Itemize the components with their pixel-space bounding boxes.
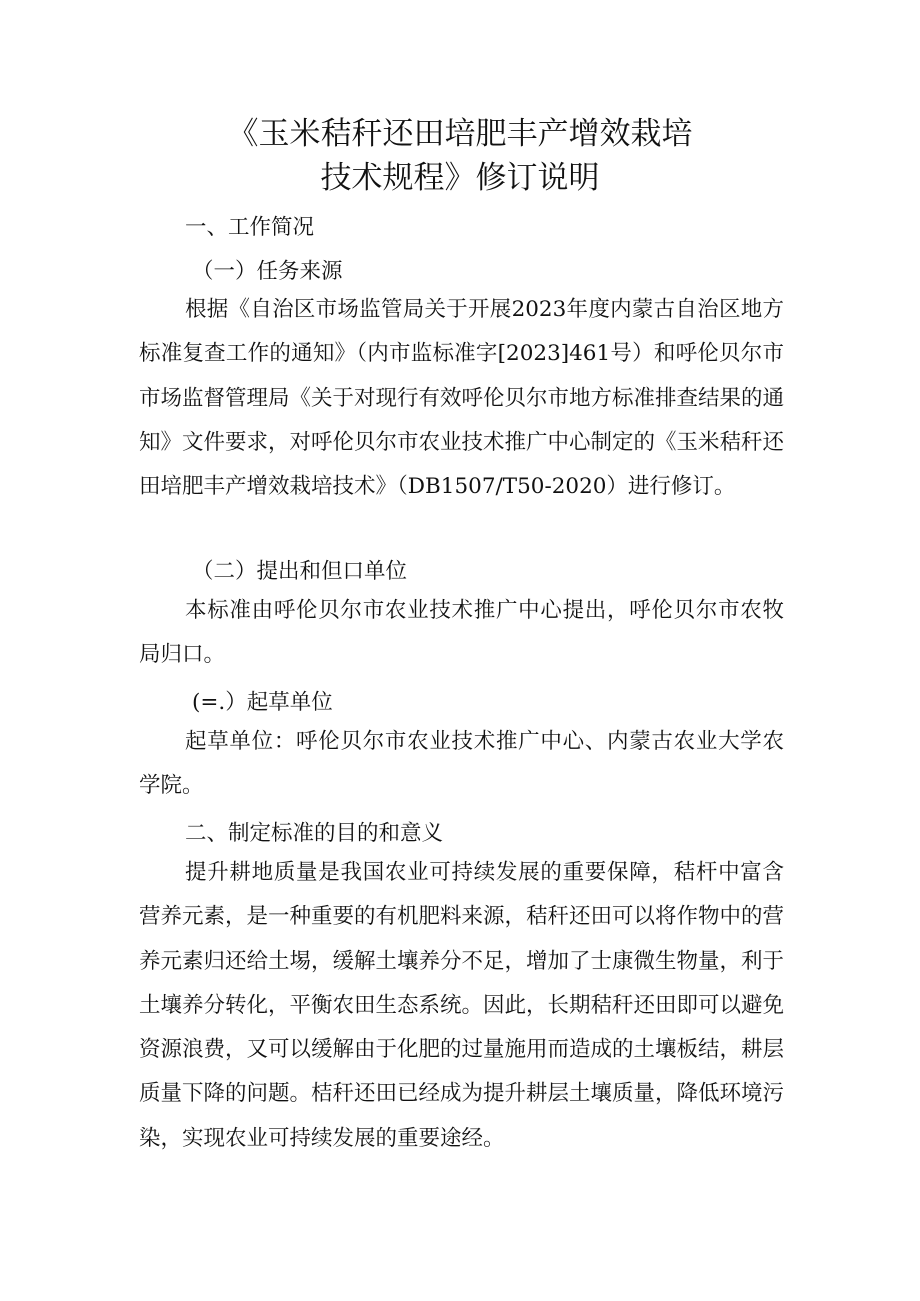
document-title-line-1: 《玉米秸秆还田培肥丰产增效栽培 <box>227 116 693 152</box>
subsection-1-heading: （一）任务来源 <box>192 259 343 284</box>
drafting-unit-paragraph: 起草单位：呼伦贝尔市农业技术推广中心、内蒙古农业大学农学院。 <box>139 729 784 799</box>
purpose-paragraph: 提升耕地质量是我国农业可持续发展的重要保障，秸杆中富含营养元素，是一种重要的有机肥料来源，秸秆还田可以将作物中的营养元素归还给土埸，缓解土壤养分不足，增加了士康微生物量，利于土壤养分转化，平衡农田生态系统。因此，长期秸秆还田即可以避免资源浪费，又可以缓解由于化肥的过量施用而造成的土壤板结，耕层质量下降的问题。桔秆还田已经成为提升耕层土壤质量，降低环境污染，实现农业可持续发展的重要途经。 <box>139 860 785 1151</box>
section-1-heading: 一、工作简况 <box>185 215 315 240</box>
subsection-3-heading: (=.）起草单位 <box>192 690 333 715</box>
subsection-2-heading: （二）提出和但口单位 <box>192 559 408 584</box>
document-title-line-2: 技术规程》修订说明 <box>320 160 600 196</box>
proposer-paragraph: 本标准由呼伦贝尔市农业技术推广中心提出，呼伦贝尔市农牧局归口。 <box>139 598 784 668</box>
section-2-heading: 二、制定标准的目的和意义 <box>185 821 444 846</box>
task-source-paragraph: 根据《自治区市场监管局关于开展2023年度内蒙古自治区地方标准复查工作的通知》（内市监标准字[2023]461号）和呼伦贝尔市市场监督管理局《关于对现行有效呼伦贝尔市地方标准排查结果的通知》文件要求，对呼伦贝尔市农业技术推广中心制定的《玉米秸秆还田培肥丰产增效栽培技术》（DB1507/T50-2020）进行修订。 <box>139 297 785 500</box>
